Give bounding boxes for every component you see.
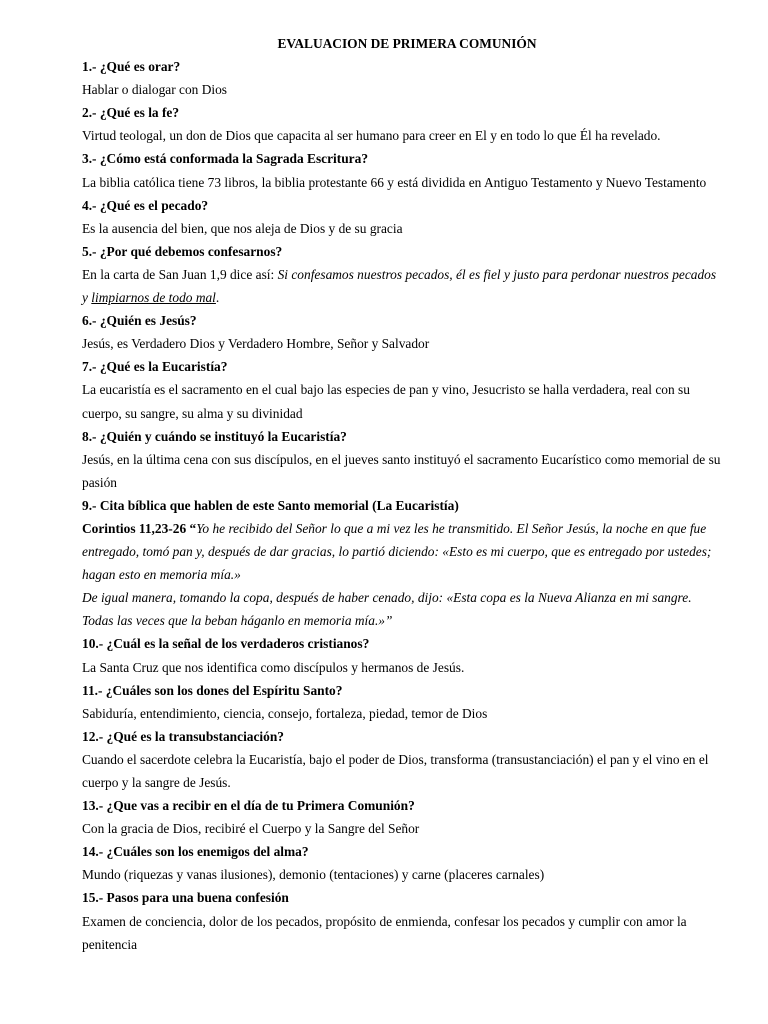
question-10: 10.- ¿Cuál es la señal de los verdaderos cristianos? [82,636,370,652]
question-5: 5.- ¿Por qué debemos confesarnos? [82,243,283,259]
answer-12: Cuando el sacerdote celebra la Eucaristía, bajo el poder de Dios, transforma (transustanciación) el pan y el vino en el cuerpo y la sangre de Jesús. [82,751,709,790]
question-4: 4.- ¿Qué es el pecado? [82,197,209,213]
answer-1: Hablar o dialogar con Dios [82,82,228,98]
question-12: 12.- ¿Qué es la transubstanciación? [82,728,284,744]
answer-15: Examen de conciencia, dolor de los pecados, propósito de enmienda, confesar los pecados y cumplir con amor la penitencia [82,913,687,952]
answer-7: La eucaristía es el sacramento en el cual bajo las especies de pan y vino, Jesucristo se halla verdadera, real con su cuerpo, su sangre, su alma y su divinidad [82,382,690,421]
question-6: 6.- ¿Quién es Jesús? [82,313,197,329]
document-page [82,32,722,956]
answer-5-quote: Si confesamos nuestros pecados, él es fiel y justo para perdonar nuestros pecados y [82,266,717,306]
answer-9-reference: Corintios 11,23-26 “ [82,520,197,536]
question-1: 1.- ¿Qué es orar? [82,59,181,75]
answer-9-quote-1: Yo he recibido del Señor lo que a mi vez les he transmitido. El Señor Jesús, la noche en que fue entregado, tomó pan y, después de dar gracias, lo partió diciendo: «Esto es mi cuerpo, que es entregado por ustedes; hagan esto en memoria mía.» [82,520,712,583]
answer-5-intro: En la carta de San Juan 1,9 dice así: [82,266,278,282]
answer-10: La Santa Cruz que nos identifica como discípulos y hermanos de Jesús. [82,659,465,675]
document-title: EVALUACION DE PRIMERA COMUNIÓN [277,36,537,51]
answer-6: Jesús, es Verdadero Dios y Verdadero Hombre, Señor y Salvador [82,336,430,352]
answer-5 [82,263,722,309]
question-11: 11.- ¿Cuáles son los dones del Espíritu Santo? [82,682,343,698]
question-14: 14.- ¿Cuáles son los enemigos del alma? [82,844,309,860]
question-3: 3.- ¿Cómo está conformada la Sagrada Escritura? [82,151,369,167]
answer-8: Jesús, en la última cena con sus discípulos, en el jueves santo instituyó el sacramento Eucarístico como memorial de su pasión [82,451,721,490]
question-13: 13.- ¿Que vas a recibir en el día de tu Primera Comunión? [82,798,415,814]
question-15: 15.- Pasos para una buena confesión [82,890,289,906]
question-2: 2.- ¿Qué es la fe? [82,105,180,121]
answer-5-end: . [215,290,220,306]
answer-9-quote-2: De igual manera, tomando la copa, después de haber cenado, dijo: «Esta copa es la Nueva Alianza en mi sangre. Todas las veces que la beban háganlo en memoria mía.»” [82,590,692,629]
answer-5-underlined: limpiarnos de todo mal [91,290,216,306]
answer-2: Virtud teologal, un don de Dios que capacita al ser humano para creer en El y en todo lo que Él ha revelado. [82,128,661,144]
question-9: 9.- Cita bíblica que hablen de este Santo memorial (La Eucaristía) [82,497,459,513]
question-7: 7.- ¿Qué es la Eucaristía? [82,359,228,375]
answer-4: Es la ausencia del bien, que nos aleja de Dios y de su gracia [82,220,403,236]
answer-3: La biblia católica tiene 73 libros, la biblia protestante 66 y está dividida en Antiguo Testamento y Nuevo Testamento [82,174,707,190]
answer-9 [82,517,722,586]
answer-11: Sabiduría, entendimiento, ciencia, consejo, fortaleza, piedad, temor de Dios [82,705,488,721]
answer-13: Con la gracia de Dios, recibiré el Cuerpo y la Sangre del Señor [82,821,420,837]
question-8: 8.- ¿Quién y cuándo se instituyó la Eucaristía? [82,428,347,444]
answer-14: Mundo (riquezas y vanas ilusiones), demonio (tentaciones) y carne (placeres carnales) [82,867,545,883]
